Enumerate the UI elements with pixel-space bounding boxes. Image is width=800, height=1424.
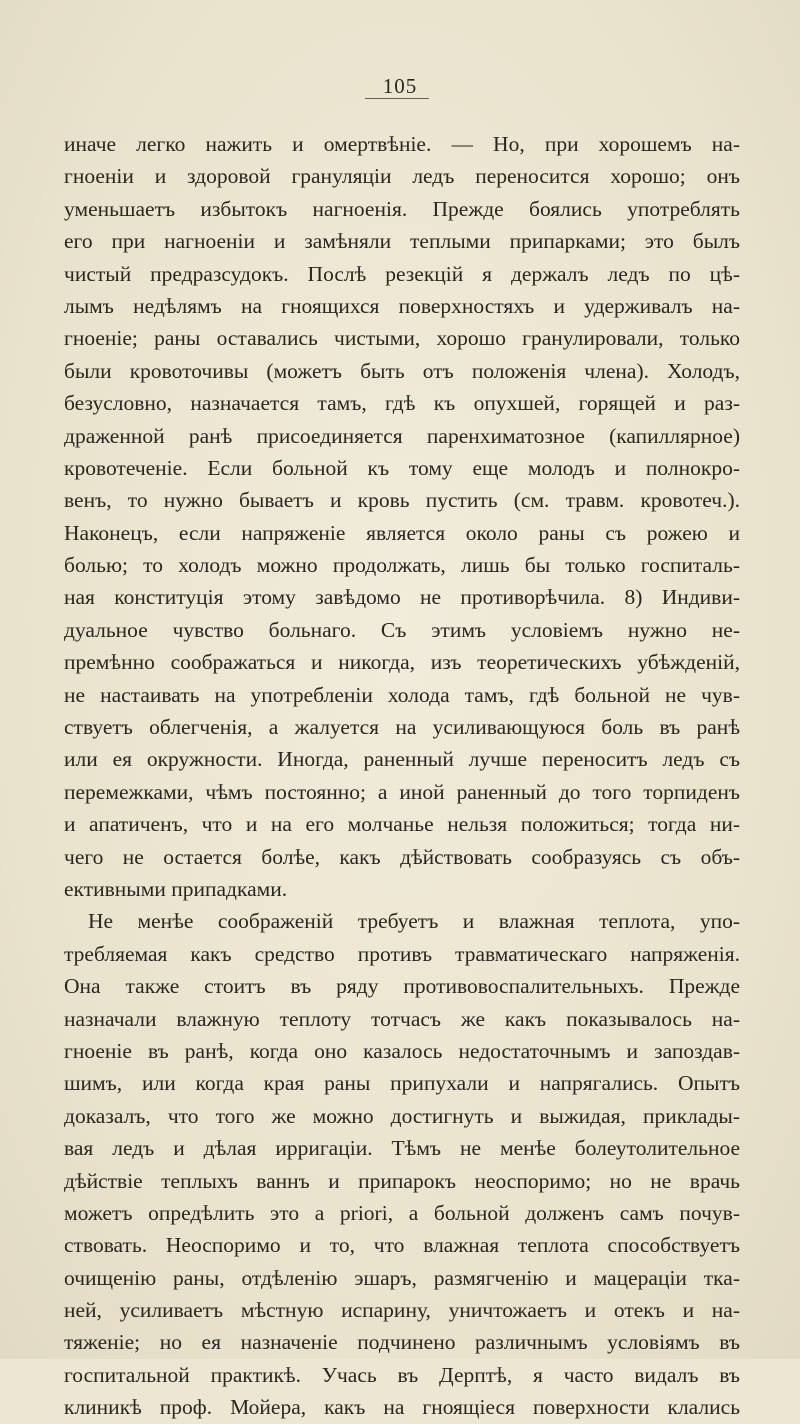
text-line: Не менѣе соображеній требуетъ и влажная теплота, упо- — [88, 909, 740, 934]
text-line: клиникѣ проф. Мойера, какъ на гноящіеся поверхности клались — [64, 1395, 740, 1420]
text-line: ективными припадками. — [64, 876, 288, 901]
text-line: очищенію раны, отдѣленію эшаръ, размягченію и мацераціи тка- — [64, 1265, 740, 1290]
page-number: 105 — [382, 74, 418, 98]
paragraph-1 — [64, 128, 740, 905]
text-line: болью; то холодъ можно продолжать, лишь бы только госпиталь- — [64, 553, 740, 578]
page-number-rule — [365, 98, 429, 99]
text-line: и апатиченъ, что и на его молчанье нельзя положиться; тогда ни- — [64, 812, 740, 837]
text-line: иначе легко нажить и омертвѣніе. — Но, при хорошемъ на- — [64, 132, 740, 156]
text-line: уменьшаетъ избытокъ нагноенія. Прежде боялись употреблять — [64, 196, 740, 221]
text-line: можетъ опредѣлить это a priori, а больной долженъ самъ почув- — [64, 1200, 740, 1225]
text-line: доказалъ, что того же можно достигнуть и выжидая, приклады- — [64, 1103, 740, 1128]
text-line: были кровоточивы (можетъ быть отъ положенія члена). Холодъ, — [64, 358, 740, 383]
text-line: кровотеченіе. Если больной къ тому еще молодъ и полнокро- — [64, 455, 740, 480]
text-line: чистый предразсудокъ. Послѣ резекцій я держалъ ледъ по цѣ- — [64, 261, 740, 286]
text-line: безусловно, назначается тамъ, гдѣ къ опухшей, горящей и раз- — [64, 391, 740, 416]
text-line: дѣйствіе теплыхъ ваннъ и припарокъ неоспоримо; но не врачь — [64, 1168, 740, 1193]
text-line: тяженіе; но ея назначеніе подчинено различнымъ условіямъ въ — [64, 1330, 740, 1355]
text-line: ная конституція этому завѣдомо не противорѣчила. 8) Индиви- — [64, 585, 740, 610]
text-line: премѣнно соображаться и никогда, изъ теоретическихъ убѣжденій, — [64, 650, 740, 675]
text-line: гноеніи и здоровой грануляціи ледъ переносится хорошо; онъ — [64, 164, 740, 189]
text-line: дуальное чувство больнаго. Съ этимъ условіемъ нужно не- — [64, 617, 740, 642]
text-line: или ея окружности. Иногда, раненный лучше переноситъ ледъ съ — [64, 747, 740, 772]
text-line: перемежками, чѣмъ постоянно; а иной раненный до того торпиденъ — [64, 779, 740, 804]
text-line: гноеніе въ ранѣ, когда оно казалось недостаточнымъ и запоздав- — [64, 1038, 740, 1063]
text-line: назначали влажную теплоту тотчасъ же какъ показывалось на- — [64, 1006, 740, 1031]
body-text — [64, 128, 740, 1424]
paragraph-2 — [64, 905, 740, 1423]
text-line: венъ, то нужно бываетъ и кровь пустить (см. травм. кровотеч.). — [64, 488, 740, 513]
text-line: его при нагноеніи и замѣняли теплыми припарками; это былъ — [64, 229, 740, 254]
text-line: гноеніе; раны оставались чистыми, хорошо гранулировали, только — [64, 326, 740, 351]
text-line: драженной ранѣ присоединяется паренхиматозное (капиллярное) — [64, 423, 740, 448]
text-line: госпитальной практикѣ. Учась въ Дерптѣ, я часто видалъ въ — [64, 1362, 740, 1387]
text-line: вая ледъ и дѣлая ирригаціи. Тѣмъ не менѣе болеутолительное — [64, 1136, 740, 1161]
text-line: ствуетъ облегченія, а жалуется на усиливающуюся боль въ ранѣ — [64, 715, 740, 740]
text-line: не настаивать на употребленіи холода тамъ, гдѣ больной не чув- — [64, 682, 740, 707]
text-line: требляемая какъ средство противъ травматическаго напряженія. — [64, 941, 740, 966]
text-line: ствовать. Неоспоримо и то, что влажная теплота способствуетъ — [64, 1233, 740, 1258]
text-line: шимъ, или когда края раны припухали и напрягались. Опытъ — [64, 1071, 740, 1096]
text-line: Она также стоитъ въ ряду противовоспалительныхъ. Прежде — [64, 974, 740, 999]
text-line: ней, усиливаетъ мѣстную испарину, уничтожаетъ и отекъ и на- — [64, 1298, 740, 1323]
text-line: чего не остается болѣе, какъ дѣйствовать сообразуясь съ объ- — [64, 844, 740, 869]
text-line: Наконецъ, если напряженіе является около раны съ рожею и — [64, 520, 740, 545]
text-line: лымъ недѣлямъ на гноящихся поверхностяхъ и удерживалъ на- — [64, 293, 740, 318]
